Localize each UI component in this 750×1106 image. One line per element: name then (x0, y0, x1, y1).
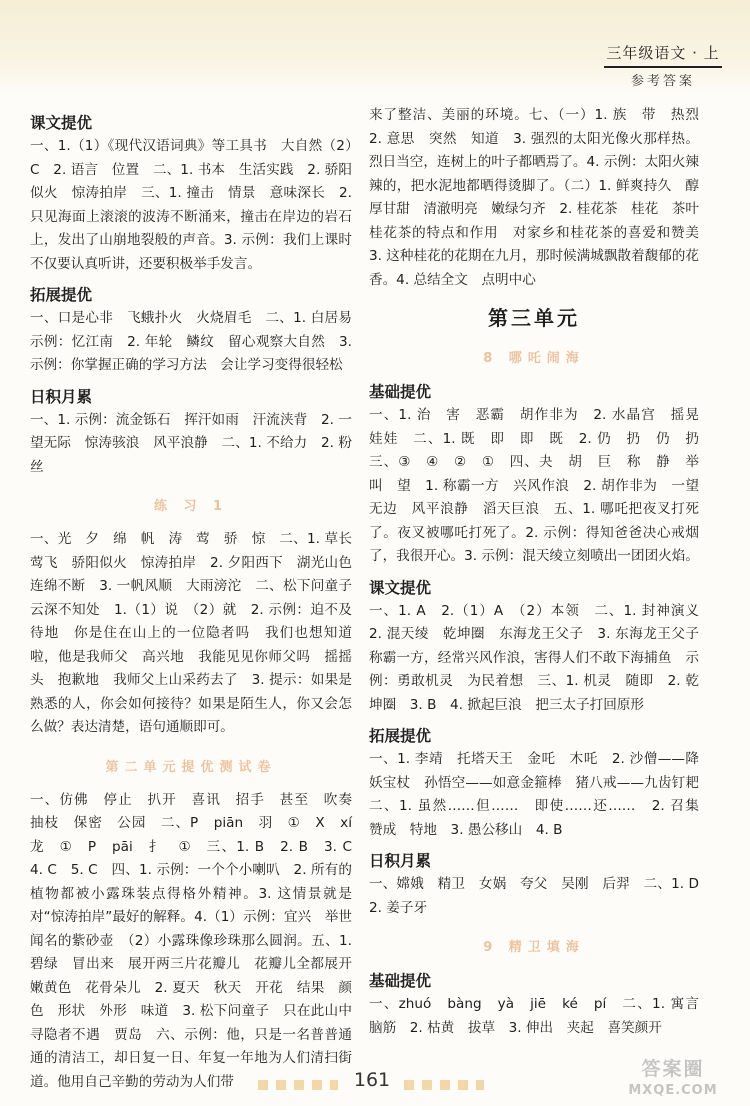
unit-title: 第三单元 (488, 306, 580, 330)
answer-paragraph: 一、仿佛 停止 扒开 喜讯 招手 甚至 吹奏 抽枝 保密 公园 二、P piān 羽 ① X xí 龙 ① P pāi 扌 ① 三、1. B 2. B 3. C 4. C 5. C 四、1. 示例：一个个小喇叭 2. 所有的植物都被小露珠装点得格外精神。3. 这情景就是对“惊涛拍岸”最好的解释。4.（1）示例：宜兴 举世闻名的紫砂壶 （2）小露珠像珍珠那么圆润。五、1. 碧绿 冒出来 展开两三片花瓣儿 花瓣儿全都展开 嫩黄色 花骨朵儿 2. 夏天 秋天 开花 结果 颜色 形状 外形 味道 3. 松下问童子 只在此山中 寻隐者不遇 贾岛 六、示例：他，只是一名普普通通的清洁工，却日复一日、年复一年地为人们清扫街道。他用自己辛勤的劳动为人们带 (30, 791, 366, 1090)
footer-decoration-left (258, 1080, 338, 1090)
section-title: 课文提优 (369, 578, 432, 597)
page-header (604, 42, 722, 89)
answer-paragraph: 一、1. 治 害 恶霸 胡作非为 2. 水晶宫 摇晃 娃娃 二、1. 既 即 即 既 2. 仍 扔 仍 扔 三、③ ④ ② ① 四、夬 胡 巨 称 静 举 叫 望 1. 称霸一方 兴风作浪 2. 胡作非为 一望无边 风平浪静 滔天巨浪 五、1. 哪吒把夜叉打死了。夜叉被哪吒打死了。2. 示例：得知爸爸决心戒烟了，我很开心。3. 示例：混天绫立刻喷出一团团火焰。 (369, 407, 713, 564)
section-title: 日积月累 (369, 852, 432, 870)
right-column (369, 104, 713, 1040)
grade-subject-title: 三年级语文 · 上 (606, 44, 720, 62)
section-title: 日积月累 (30, 387, 93, 406)
section-title: 拓展提优 (30, 286, 93, 304)
watermark-logo (608, 1058, 738, 1102)
faded-section-title: 8 哪吒闹海 (483, 351, 585, 366)
faded-section-title: 9 精卫填海 (483, 940, 585, 955)
section-title: 基础提优 (369, 972, 432, 990)
answer-paragraph: 一、1. 示例：流金铄石 挥汗如雨 汗流浃背 2. 一望无际 惊涛骇浪 风平浪静 二、1. 不给力 2. 粉丝 (30, 411, 352, 475)
watermark-logo-text: 答案圈 (641, 1058, 705, 1080)
section-title: 拓展提优 (369, 727, 432, 745)
faded-section-title: 练 习 1 (153, 499, 229, 514)
page-number: 161 (353, 1069, 391, 1091)
answer-paragraph: 一、1.（1）《现代汉语词典》等工具书 大自然（2）C 2. 语言 位置 二、1. 书本 生活实践 2. 骄阳似火 惊涛拍岸 三、1. 撞击 情景 意味深长 2. 只见海面上滚滚的波涛不断涌来，撞击在岸边的岩石上，发出了山崩地裂般的声音。3. 示例：我们上课时不仅要认真听讲，还要积极举手发言。 (30, 138, 352, 272)
footer-decoration-right (404, 1080, 484, 1090)
answer-paragraph: 一、1. A 2.（1）A （2）本领 二、1. 封神演义 2. 混天绫 乾坤圈 东海龙王父子 3. 东海龙王父子称霸一方，经常兴风作浪，害得人们不敢下海捕鱼 示例：勇敢机灵 为民着想 三、1. 机灵 随即 2. 乾坤圈 3. B 4. 掀起巨浪 把三太子打回原形 (369, 602, 713, 713)
left-column (30, 104, 366, 1094)
answer-paragraph: 一、嫦娥 精卫 女娲 夸父 吴刚 后羿 二、1. D 2. 姜子牙 (369, 876, 713, 916)
answer-paragraph: 一、1. 李靖 托塔天王 金吒 木吒 2. 沙僧——降妖宝杖 孙悟空——如意金箍棒 猪八戒——九齿钉耙 二、1. 虽然……但…… 即使……还…… 2. 召集 赞成 特地 3. 愚公移山 4. B (369, 751, 713, 838)
watermark-url: MXQE.COM (628, 1083, 718, 1098)
answer-paragraph: 一、口是心非 飞蛾扑火 火烧眉毛 二、1. 白居易 示例：忆江南 2. 年轮 鳞纹 留心观察大自然 3. 示例：你掌握正确的学习方法 会让学习变得很轻松 (30, 310, 366, 373)
section-title: 基础提优 (369, 383, 432, 401)
answer-paragraph: 来了整洁、美丽的环境。七、（一）1. 族 带 热烈 2. 意思 突然 知道 3. 强烈的太阳光像火那样热。烈日当空，连树上的叶子都晒焉了。4. 示例：太阳火辣辣的，把水泥地都晒得烫脚了。（二）1. 鲜爽持久 醇厚甘甜 清澈明亮 嫩绿匀齐 2. 桂花茶 桂花 茶叶 桂花茶的特点和作用 对家乡和桂花茶的喜爱和赞美 3. 这种桂花的花期在九月，那时候满城飘散着馥郁的花香。4. 总结全文 点明中心 (369, 107, 713, 288)
section-title: 课文提优 (30, 114, 93, 132)
answer-paragraph: 一、zhuó bàng yà jiē ké pí 二、1. 寓言 脑筋 2. 枯黄 拔草 3. 伸出 夹起 喜笑颜开 (369, 996, 713, 1036)
answer-key-label: 参考答案 (630, 74, 695, 89)
faded-section-title: 第二单元提优测试卷 (105, 759, 277, 775)
answer-paragraph: 一、光 夕 绵 帆 涛 莺 骄 惊 二、1. 草长莺飞 骄阳似火 惊涛拍岸 2. 夕阳西下 湖光山色 连绵不断 3. 一帆风顺 大雨滂沱 二、松下问童子 云深不知处 1.（1）说 （2）就 2. 示例：迫不及待地 你是住在山上的一位隐者吗 我们也想知道啦，他是我师父 高兴地 我能见见你师父吗 摇摇头 抱歉地 我师父上山采药去了 3. 提示：如果是熟悉的人，你会如何接待？如果是陌生人，你又会怎么做？表达清楚，语句通顺即可。 (30, 531, 366, 735)
